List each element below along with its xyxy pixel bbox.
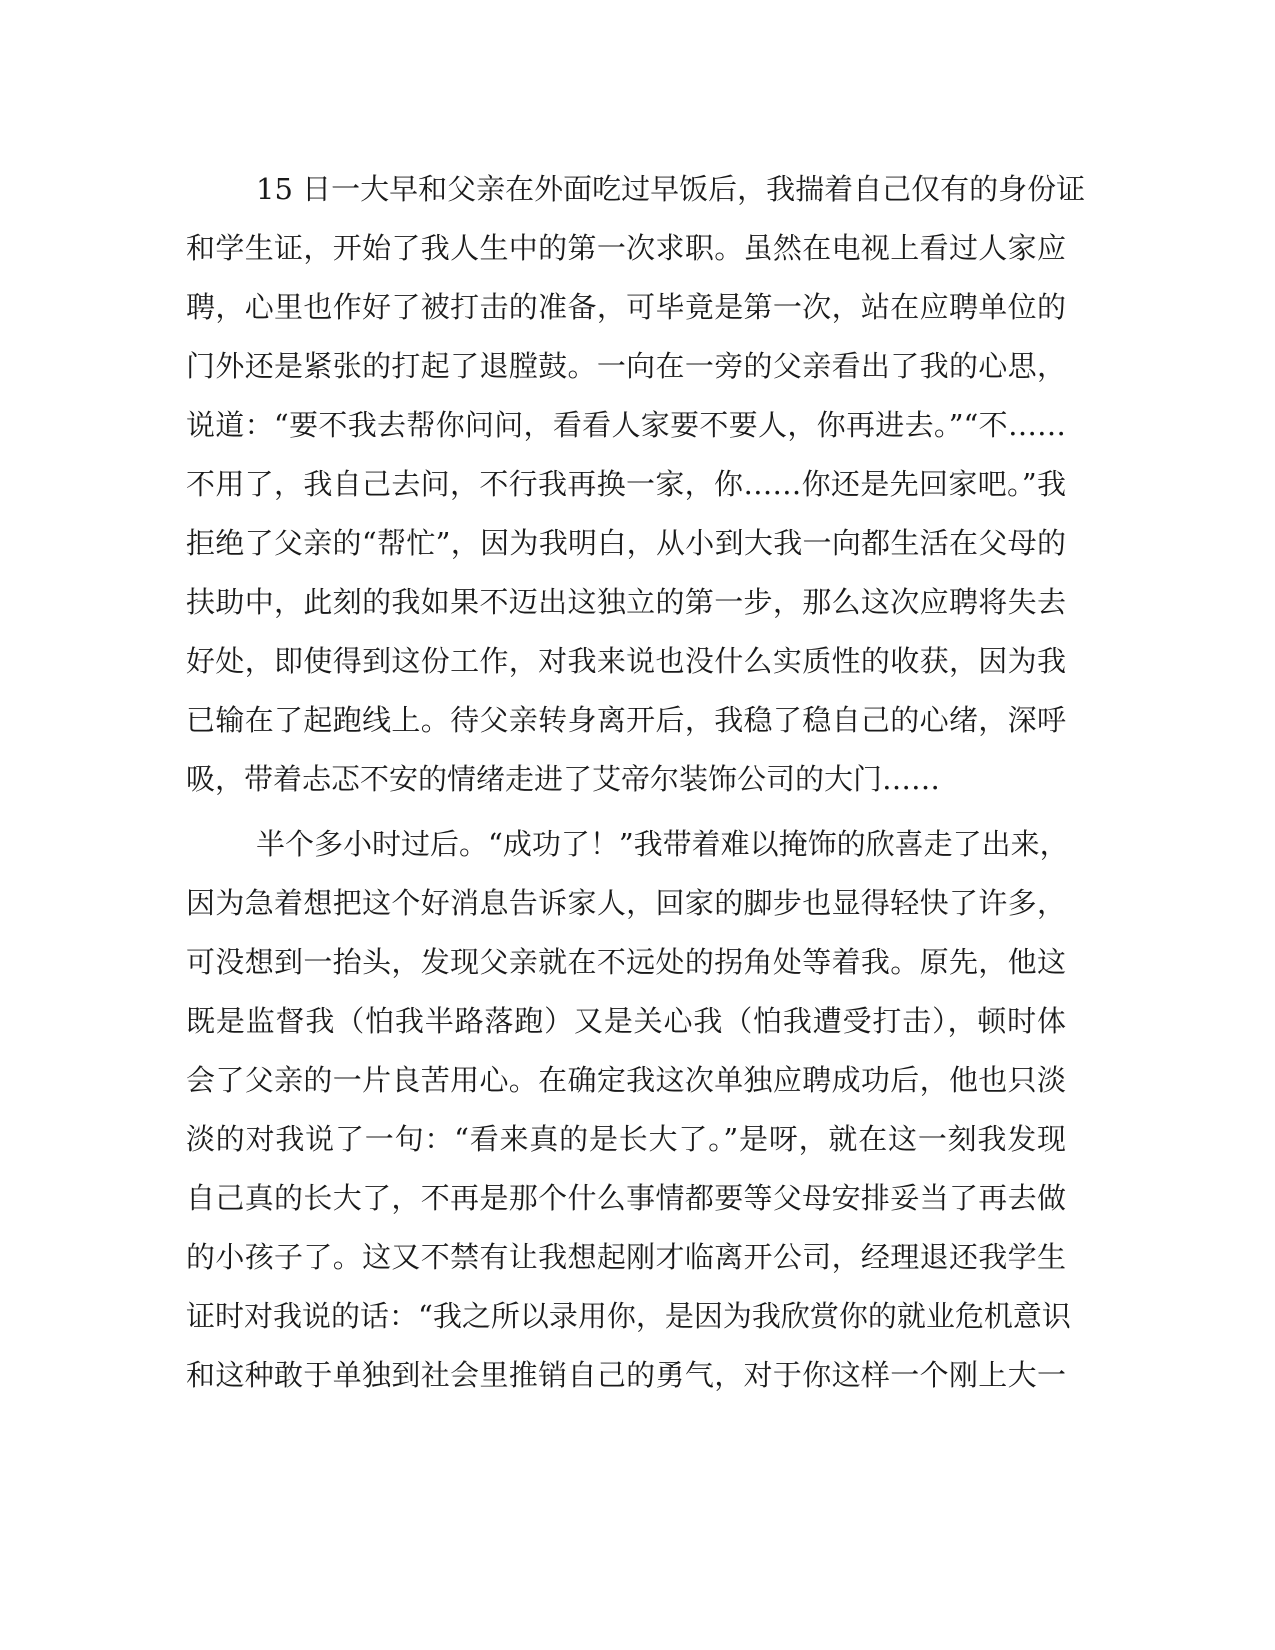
- text-line: 和学生证，开始了我人生中的第一次求职。虽然在电视上看过人家应: [186, 231, 1066, 265]
- paragraph-2: [186, 815, 1071, 1405]
- text-line: 门外还是紧张的打起了退膛鼓。一向在一旁的父亲看出了我的心思，: [186, 349, 1066, 383]
- text-line: 说道：“要不我去帮你问问，看看人家要不要人，你再进去。”“不……: [186, 408, 1066, 442]
- text-line: 的小孩子了。这又不禁有让我想起刚才临离开公司，经理退还我学生: [186, 1240, 1066, 1274]
- text-line: 会了父亲的一片良苦用心。在确定我这次单独应聘成功后，他也只淡: [186, 1063, 1066, 1097]
- text-line: 15 日一大早和父亲在外面吃过早饭后，我揣着自己仅有的身份证: [256, 172, 1086, 206]
- text-line: 好处，即使得到这份工作，对我来说也没什么实质性的收获，因为我: [186, 644, 1066, 678]
- text-line: 不用了，我自己去问，不行我再换一家，你……你还是先回家吧。”我: [186, 467, 1066, 501]
- text-line: 淡的对我说了一句：“看来真的是长大了。”是呀，就在这一刻我发现: [186, 1122, 1066, 1156]
- text-line: 已输在了起跑线上。待父亲转身离开后，我稳了稳自己的心绪，深呼: [186, 703, 1066, 737]
- text-line: 自己真的长大了，不再是那个什么事情都要等父母安排妥当了再去做: [186, 1181, 1066, 1215]
- text-line: 可没想到一抬头，发现父亲就在不远处的拐角处等着我。原先，他这: [186, 945, 1066, 979]
- text-line: 拒绝了父亲的“帮忙”，因为我明白，从小到大我一向都生活在父母的: [186, 526, 1066, 560]
- text-line: 半个多小时过后。“成功了！”我带着难以掩饰的欣喜走了出来，: [256, 827, 1069, 861]
- text-line: 既是监督我（怕我半路落跑）又是关心我（怕我遭受打击），顿时体: [186, 1004, 1066, 1038]
- text-line: 和这种敢于单独到社会里推销自己的勇气，对于你这样一个刚上大一: [186, 1358, 1066, 1392]
- text-line: 证时对我说的话：“我之所以录用你，是因为我欣赏你的就业危机意识: [186, 1299, 1071, 1333]
- text-line: 因为急着想把这个好消息告诉家人，回家的脚步也显得轻快了许多，: [186, 886, 1066, 920]
- text-line: 吸，带着忐忑不安的情绪走进了艾帝尔装饰公司的大门……: [186, 762, 941, 796]
- paragraph-1: [186, 160, 1086, 809]
- text-line: 聘，心里也作好了被打击的准备，可毕竟是第一次，站在应聘单位的: [186, 290, 1066, 324]
- text-line: 扶助中，此刻的我如果不迈出这独立的第一步，那么这次应聘将失去: [186, 585, 1066, 619]
- body-text: [186, 160, 1086, 1405]
